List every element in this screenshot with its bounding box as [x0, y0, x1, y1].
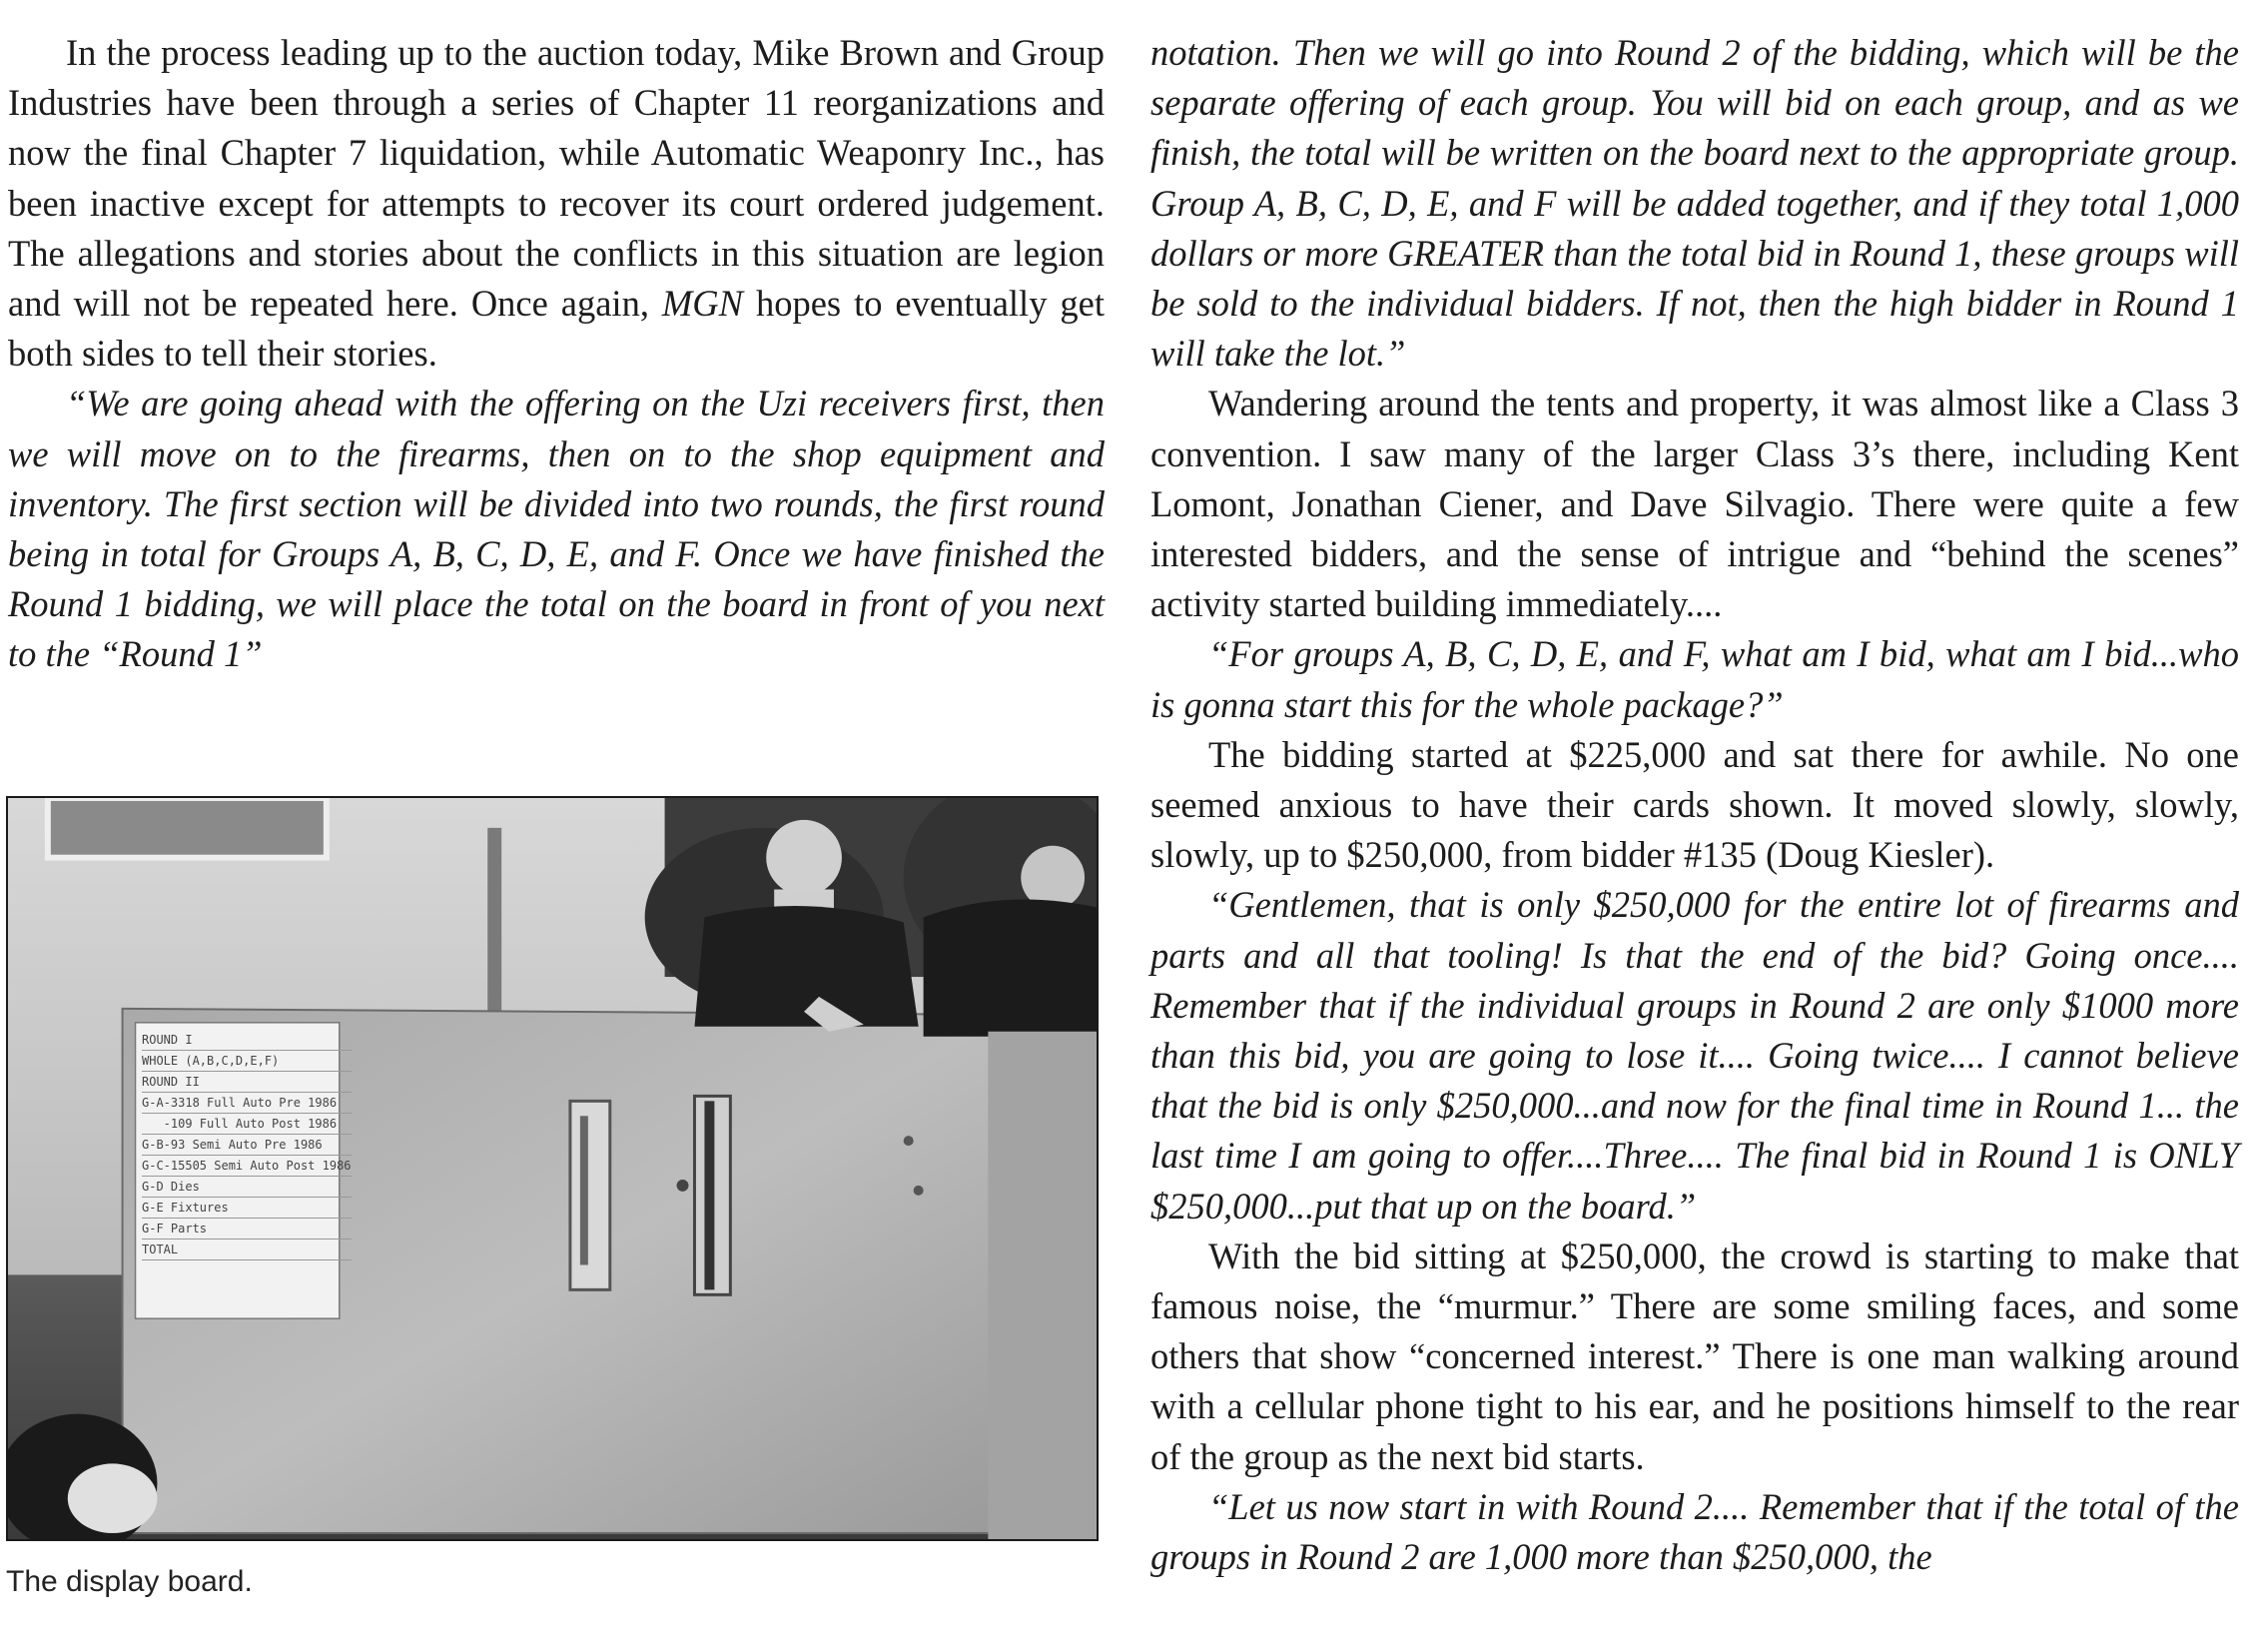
board-line: WHOLE (A,B,C,D,E,F) — [142, 1051, 352, 1072]
auctioneer-quote: “Gentlemen, that is only $250,000 for the entire lot of firearms and parts and all that tooling! Is that the end of the bid? Going once.... Remember that if the individual groups in Round 2 are only $1000 more than this bid, you are going to lose it.... Going twice.... I cannot believe that the bid is only $250,000...and now for the final time in Round 1... the last time I am going to offer....Three.... The final bid in Round 1 is ONLY $250,000...put that up on the board.” — [1150, 884, 2239, 1227]
auctioneer-quote: “For groups A, B, C, D, E, and F, what am I bid, what am I bid...who is gonna start this for the whole package?” — [1150, 633, 2239, 725]
paragraph: The bidding started at $225,000 and sat there for awhile. No one seemed anxious to have their cards shown. It moved slowly, slowly, slowly, up to $250,000, from bidder #135 (Doug Kiesler). — [1150, 733, 2239, 876]
auctioneer-quote: “We are going ahead with the offering on the Uzi receivers first, then we will move on to the firearms, then on to the shop equipment and inventory. The first section will be divided into two rounds, the first round being in total for Groups A, B, C, D, E, and F. Once we have finished the Round 1 bidding, we will place the total on the board in front of you next to the “Round 1” — [8, 383, 1105, 675]
auctioneer-quote: “Let us now start in with Round 2.... Remember that if the total of the groups in Round 2 are 1,000 more than $250,000, the — [1150, 1485, 2239, 1578]
board-line: ROUND II — [142, 1072, 352, 1093]
board-line: ROUND I — [142, 1030, 352, 1051]
display-board-photo — [6, 796, 1099, 1541]
paragraph: Wandering around the tents and property, it was almost like a Class 3 convention. I saw many of the larger Class 3’s there, including Kent Lomont, Jonathan Ciener, and Dave Silvagio. There were quite a few interested bidders, and the sense of intrigue and “behind the scenes” activity started building immediately.... — [1150, 383, 2239, 625]
board-line: -109 Full Auto Post 1986 — [142, 1114, 352, 1135]
board-line: G-A-3318 Full Auto Pre 1986 — [142, 1093, 352, 1114]
board-line: G-D Dies — [142, 1177, 352, 1198]
board-line: TOTAL — [142, 1239, 352, 1260]
board-line: G-C-15505 Semi Auto Post 1986 — [142, 1156, 352, 1177]
paragraph-text: hopes to eventually get both sides to tell their stories. — [8, 283, 1105, 375]
left-column — [8, 28, 1105, 680]
photo-caption: The display board. — [6, 1565, 253, 1598]
board-line: G-F Parts — [142, 1219, 352, 1239]
board-sheet-text — [142, 1030, 352, 1260]
auctioneer-quote-continued: notation. Then we will go into Round 2 of the bidding, which will be the separate offering of each group. You will bid on each group, and as we finish, the total will be written on the board next to the appropriate group. Group A, B, C, D, E, and F will be added together, and if they total 1,000 dollars or more GREATER than the total bid in Round 1, these groups will be sold to the individual bidders. If not, then the high bidder in Round 1 will take the lot.” — [1150, 32, 2239, 375]
publication-name: MGN — [661, 283, 744, 325]
board-line: G-B-93 Semi Auto Pre 1986 — [142, 1135, 352, 1156]
right-column — [1150, 28, 2239, 1582]
paragraph — [8, 28, 1105, 379]
paragraph-text: In the process leading up to the auction today, Mike Brown and Group Industries have been through a series of Chapter 11 reorganizations and now the final Chapter 7 liquidation, while Automatic Weaponry Inc., has been inactive except for attempts to recover its court ordered judgement. The allegations and stories about the conflicts in this situation are legion and will not be repeated here. Once again, — [8, 32, 1105, 325]
board-line: G-E Fixtures — [142, 1198, 352, 1219]
paragraph: With the bid sitting at $250,000, the crowd is starting to make that famous noise, the “murmur.” There are some smiling faces, and some others that show “concerned interest.” There is one man walking around with a cellular phone tight to his ear, and he positions himself to the rear of the group as the next bid starts. — [1150, 1235, 2239, 1477]
